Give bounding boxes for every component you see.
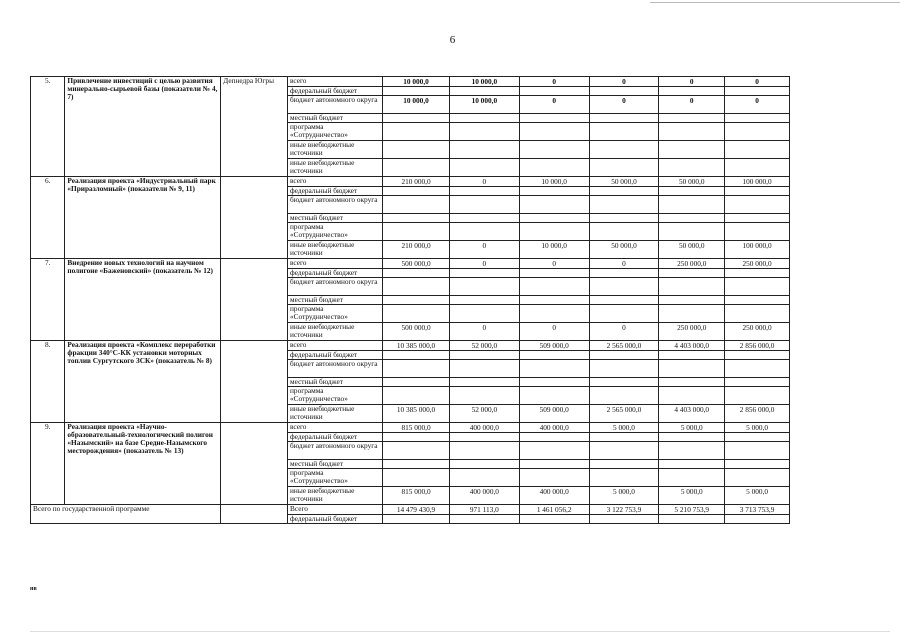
funding-value: 10 000,0	[449, 96, 519, 114]
funding-source: федеральный бюджет	[288, 515, 383, 524]
funding-value: 0	[659, 96, 725, 114]
funding-value	[659, 141, 725, 159]
funding-value: 4 403 000,0	[659, 341, 725, 351]
funding-value: 0	[589, 96, 659, 114]
funding-value: 5 000,0	[589, 487, 659, 505]
funding-value	[659, 269, 725, 278]
funding-value	[725, 387, 790, 405]
table-row	[31, 259, 790, 269]
project-number: 7.	[31, 259, 65, 341]
funding-value	[659, 378, 725, 387]
funding-source: всего	[288, 423, 383, 433]
funding-value: 3 122 753,9	[589, 505, 659, 515]
funding-value	[589, 114, 659, 123]
funding-source: всего	[288, 259, 383, 269]
funding-value	[449, 515, 519, 524]
funding-value: 210 000,0	[383, 177, 450, 187]
funding-value	[659, 387, 725, 405]
funding-value	[519, 141, 589, 159]
funding-value: 5 000,0	[725, 423, 790, 433]
funding-value	[725, 469, 790, 487]
project-name: Реализация проекта «Научно-образовательный-технологический полигон «Назымский» на базе Средне-Назымского месторождения» (показатель № 13)	[65, 423, 221, 505]
funding-value	[725, 296, 790, 305]
funding-value: 0	[725, 77, 790, 87]
funding-source: федеральный бюджет	[288, 351, 383, 360]
funding-value	[383, 460, 450, 469]
funding-value	[519, 351, 589, 360]
funding-value	[659, 196, 725, 214]
funding-value: 2 856 000,0	[725, 405, 790, 423]
funding-source: федеральный бюджет	[288, 433, 383, 442]
funding-value	[659, 159, 725, 177]
funding-value: 400 000,0	[449, 487, 519, 505]
funding-value	[519, 360, 589, 378]
funding-value	[589, 269, 659, 278]
funding-source: всего	[288, 341, 383, 351]
funding-value: 10 000,0	[449, 77, 519, 87]
footer-mark: нв	[30, 586, 37, 592]
funding-value: 10 385 000,0	[383, 405, 450, 423]
funding-value	[449, 351, 519, 360]
funding-source: всего	[288, 77, 383, 87]
funding-value	[449, 305, 519, 323]
funding-value	[659, 278, 725, 296]
funding-value	[725, 278, 790, 296]
funding-value	[589, 296, 659, 305]
funding-value	[659, 214, 725, 223]
funding-value	[383, 269, 450, 278]
funding-value	[383, 387, 450, 405]
funding-value: 0	[589, 259, 659, 269]
funding-value	[519, 387, 589, 405]
funding-value: 250 000,0	[725, 259, 790, 269]
funding-value	[383, 123, 450, 141]
funding-value	[725, 214, 790, 223]
funding-value: 815 000,0	[383, 487, 450, 505]
funding-value	[725, 87, 790, 96]
funding-source: местный бюджет	[288, 378, 383, 387]
funding-value	[519, 223, 589, 241]
funding-source: бюджет автономного округа	[288, 196, 383, 214]
funding-value	[659, 469, 725, 487]
funding-value	[383, 141, 450, 159]
funding-source: программа «Сотрудничество»	[288, 469, 383, 487]
project-number: 6.	[31, 177, 65, 259]
funding-source: иные внебюджетные источники	[288, 241, 383, 259]
funding-value: 971 113,0	[449, 505, 519, 515]
funding-value: 0	[589, 323, 659, 341]
project-name: Реализация проекта «Комплекс переработки фракции 340°С-КК установки моторных топлив Сургутского ЗСК» (показатель № 8)	[65, 341, 221, 423]
funding-source: программа «Сотрудничество»	[288, 123, 383, 141]
funding-value: 509 000,0	[519, 341, 589, 351]
funding-value	[725, 159, 790, 177]
funding-value	[519, 187, 589, 196]
funding-value	[519, 196, 589, 214]
funding-value	[725, 114, 790, 123]
funding-value: 50 000,0	[589, 241, 659, 259]
funding-value	[519, 269, 589, 278]
funding-value	[725, 515, 790, 524]
funding-value	[725, 442, 790, 460]
funding-source: программа «Сотрудничество»	[288, 387, 383, 405]
funding-value	[725, 269, 790, 278]
funding-value	[589, 442, 659, 460]
funding-value: 5 000,0	[659, 487, 725, 505]
funding-value	[659, 114, 725, 123]
funding-value	[449, 187, 519, 196]
funding-value	[449, 87, 519, 96]
funding-value: 0	[519, 259, 589, 269]
funding-source: иные внебюджетные источники	[288, 323, 383, 341]
funding-value	[383, 351, 450, 360]
funding-value: 3 713 753,9	[725, 505, 790, 515]
funding-value	[659, 305, 725, 323]
funding-value	[659, 360, 725, 378]
funding-value: 10 000,0	[519, 241, 589, 259]
table-row	[31, 77, 790, 87]
funding-source: местный бюджет	[288, 214, 383, 223]
funding-value	[383, 360, 450, 378]
funding-value: 50 000,0	[659, 241, 725, 259]
funding-value: 0	[449, 323, 519, 341]
funding-value	[659, 351, 725, 360]
funding-value	[589, 351, 659, 360]
funding-source: всего	[288, 177, 383, 187]
funding-value	[383, 114, 450, 123]
summary-row	[31, 505, 790, 515]
funding-value	[725, 141, 790, 159]
funding-value	[589, 123, 659, 141]
funding-value: 10 000,0	[519, 177, 589, 187]
project-number: 8.	[31, 341, 65, 423]
funding-source: бюджет автономного округа	[288, 96, 383, 114]
funding-source: программа «Сотрудничество»	[288, 223, 383, 241]
funding-source: программа «Сотрудничество»	[288, 305, 383, 323]
funding-value: 2 565 000,0	[589, 405, 659, 423]
funding-source: бюджет автономного округа	[288, 360, 383, 378]
funding-value: 5 000,0	[589, 423, 659, 433]
funding-value	[519, 296, 589, 305]
funding-value	[589, 515, 659, 524]
project-name: Внедрение новых технологий на научном полигоне «Баженовский» (показатель № 12)	[65, 259, 221, 341]
funding-value: 0	[519, 323, 589, 341]
funding-value	[659, 87, 725, 96]
funding-value	[589, 387, 659, 405]
funding-source: бюджет автономного округа	[288, 442, 383, 460]
funding-source: местный бюджет	[288, 114, 383, 123]
funding-value	[589, 469, 659, 487]
funding-value	[659, 442, 725, 460]
funding-value: 400 000,0	[519, 487, 589, 505]
funding-value	[725, 378, 790, 387]
funding-value	[519, 469, 589, 487]
funding-value	[449, 278, 519, 296]
funding-value	[659, 296, 725, 305]
project-executor	[221, 423, 288, 505]
scan-artifact	[650, 2, 900, 3]
funding-value	[449, 460, 519, 469]
funding-value: 250 000,0	[725, 323, 790, 341]
funding-value	[383, 196, 450, 214]
funding-value	[449, 269, 519, 278]
funding-value	[659, 515, 725, 524]
funding-value	[589, 214, 659, 223]
funding-source: иные внебюджетные источники	[288, 405, 383, 423]
funding-value	[519, 460, 589, 469]
project-executor	[221, 259, 288, 341]
funding-value	[659, 460, 725, 469]
funding-source: федеральный бюджет	[288, 87, 383, 96]
funding-value	[449, 123, 519, 141]
funding-value	[519, 305, 589, 323]
funding-value: 10 000,0	[383, 96, 450, 114]
funding-source: иные внебюджетные источники	[288, 487, 383, 505]
funding-value	[659, 123, 725, 141]
funding-value	[589, 223, 659, 241]
funding-value	[383, 214, 450, 223]
funding-value: 10 000,0	[383, 77, 450, 87]
funding-value	[383, 433, 450, 442]
funding-source: федеральный бюджет	[288, 187, 383, 196]
project-name: Реализация проекта «Индустриальный парк «Приразломный» (показатели № 9, 11)	[65, 177, 221, 259]
funding-value: 0	[659, 77, 725, 87]
funding-value: 1 461 056,2	[519, 505, 589, 515]
project-executor	[221, 341, 288, 423]
funding-value	[589, 433, 659, 442]
project-executor	[221, 177, 288, 259]
project-number: 5.	[31, 77, 65, 177]
funding-value: 250 000,0	[659, 259, 725, 269]
funding-value	[725, 187, 790, 196]
funding-value: 100 000,0	[725, 241, 790, 259]
funding-value	[383, 187, 450, 196]
funding-value	[449, 360, 519, 378]
funding-source: местный бюджет	[288, 460, 383, 469]
page-number: 6	[449, 34, 456, 46]
funding-value	[589, 141, 659, 159]
funding-value	[589, 278, 659, 296]
funding-source: иные внебюджетные источники	[288, 159, 383, 177]
funding-value	[383, 515, 450, 524]
funding-value: 0	[449, 259, 519, 269]
funding-value	[519, 114, 589, 123]
funding-value	[589, 378, 659, 387]
funding-value	[519, 159, 589, 177]
funding-value: 0	[589, 77, 659, 87]
funding-value: 2 856 000,0	[725, 341, 790, 351]
funding-value	[589, 196, 659, 214]
funding-value	[519, 87, 589, 96]
funding-value	[589, 460, 659, 469]
funding-value: 50 000,0	[589, 177, 659, 187]
funding-value: 500 000,0	[383, 323, 450, 341]
funding-value	[383, 278, 450, 296]
project-name: Привлечение инвестиций с целью развития минерально-сырьевой базы (показатели № 4, 7)	[65, 77, 221, 177]
summary-label: Всего по государственной программе	[31, 505, 221, 524]
funding-value	[725, 123, 790, 141]
funding-value: 250 000,0	[659, 323, 725, 341]
funding-value	[519, 378, 589, 387]
funding-value: 5 000,0	[725, 487, 790, 505]
funding-value	[383, 442, 450, 460]
funding-value: 5 000,0	[659, 423, 725, 433]
funding-source: федеральный бюджет	[288, 269, 383, 278]
table-row	[31, 177, 790, 187]
funding-value	[519, 278, 589, 296]
project-executor: Депнедра Югры	[221, 77, 288, 177]
funding-value	[383, 469, 450, 487]
funding-value: 0	[449, 241, 519, 259]
funding-value	[449, 141, 519, 159]
funding-value	[449, 214, 519, 223]
funding-value	[383, 223, 450, 241]
funding-value	[725, 360, 790, 378]
funding-value	[449, 378, 519, 387]
funding-value	[589, 87, 659, 96]
funding-value: 10 385 000,0	[383, 341, 450, 351]
funding-value	[725, 223, 790, 241]
funding-value	[725, 196, 790, 214]
funding-value	[659, 433, 725, 442]
funding-value	[449, 196, 519, 214]
funding-value: 50 000,0	[659, 177, 725, 187]
funding-value	[519, 442, 589, 460]
funding-value	[659, 187, 725, 196]
funding-value: 0	[519, 96, 589, 114]
funding-value: 400 000,0	[519, 423, 589, 433]
funding-value	[519, 433, 589, 442]
funding-value: 2 565 000,0	[589, 341, 659, 351]
funding-source: местный бюджет	[288, 296, 383, 305]
funding-value	[589, 360, 659, 378]
funding-value	[449, 469, 519, 487]
funding-source: Всего	[288, 505, 383, 515]
funding-value: 500 000,0	[383, 259, 450, 269]
funding-value	[725, 433, 790, 442]
funding-value: 5 210 753,9	[659, 505, 725, 515]
summary-executor	[221, 505, 288, 524]
table-row	[31, 341, 790, 351]
funding-value: 52 000,0	[449, 341, 519, 351]
funding-value: 52 000,0	[449, 405, 519, 423]
funding-source: иные внебюджетные источники	[288, 141, 383, 159]
funding-value	[589, 159, 659, 177]
funding-value	[449, 296, 519, 305]
funding-value: 0	[725, 96, 790, 114]
funding-value	[449, 223, 519, 241]
funding-value: 210 000,0	[383, 241, 450, 259]
scan-artifact	[30, 631, 890, 632]
table-row	[31, 423, 790, 433]
funding-value	[659, 223, 725, 241]
funding-value	[725, 305, 790, 323]
funding-value	[449, 159, 519, 177]
funding-value: 0	[449, 177, 519, 187]
funding-value	[725, 351, 790, 360]
funding-value	[449, 114, 519, 123]
funding-value: 509 000,0	[519, 405, 589, 423]
funding-value: 0	[519, 77, 589, 87]
funding-value: 400 000,0	[449, 423, 519, 433]
funding-value	[383, 159, 450, 177]
funding-value	[589, 305, 659, 323]
funding-value: 14 479 430,9	[383, 505, 450, 515]
funding-value	[519, 123, 589, 141]
funding-value	[449, 387, 519, 405]
funding-value: 4 403 000,0	[659, 405, 725, 423]
funding-value: 815 000,0	[383, 423, 450, 433]
funding-value: 100 000,0	[725, 177, 790, 187]
funding-value	[383, 296, 450, 305]
funding-value	[519, 214, 589, 223]
funding-value	[383, 87, 450, 96]
funding-value	[519, 515, 589, 524]
funding-value	[725, 460, 790, 469]
funding-source: бюджет автономного округа	[288, 278, 383, 296]
program-funding-table	[30, 76, 790, 524]
project-number: 9.	[31, 423, 65, 505]
funding-value	[449, 442, 519, 460]
funding-value	[383, 378, 450, 387]
funding-value	[589, 187, 659, 196]
funding-value	[449, 433, 519, 442]
funding-value	[383, 305, 450, 323]
